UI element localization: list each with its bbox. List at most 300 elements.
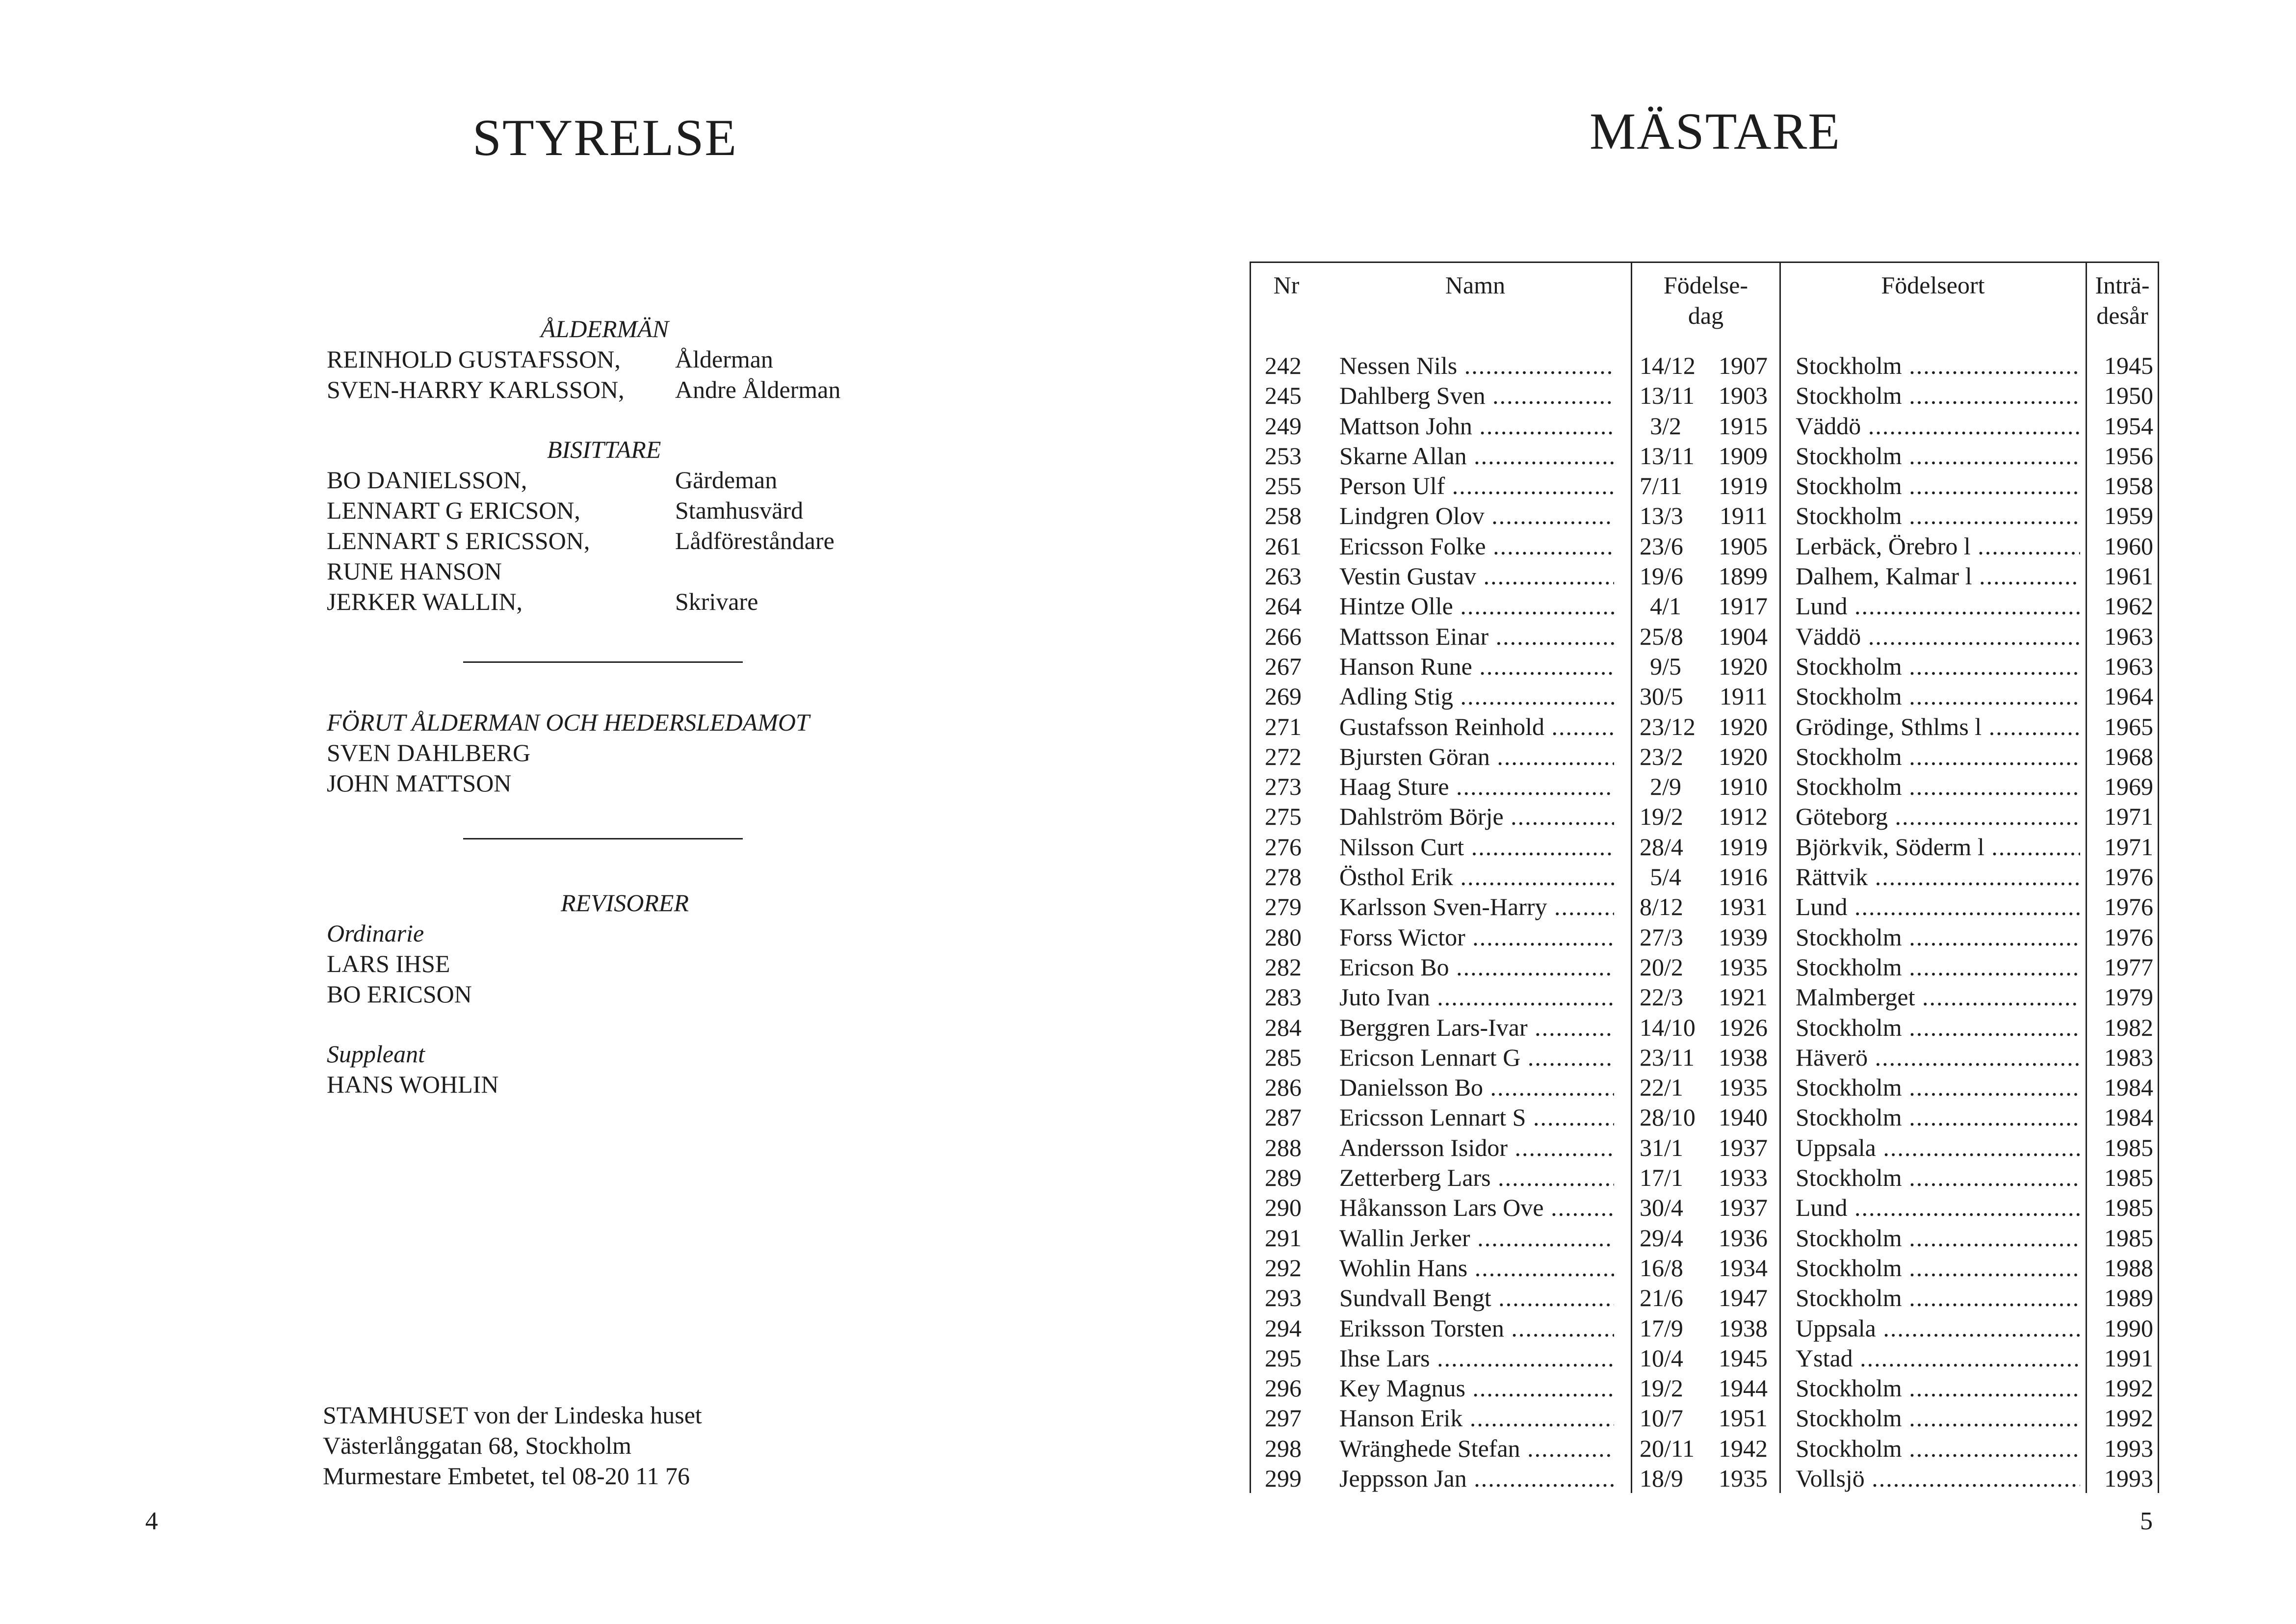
row-birth-year: 1912 — [1719, 803, 1768, 831]
ordinarie-member: BO ERICSON — [327, 980, 472, 1008]
row-nr: 295 — [1265, 1344, 1302, 1372]
ordinarie-member: LARS IHSE — [327, 950, 450, 977]
row-birth-place: Lund ..... — [1796, 1193, 2080, 1223]
row-nr: 258 — [1265, 502, 1302, 530]
table-row — [1250, 411, 2159, 441]
header-fodelseort: Födelseort — [1881, 271, 1985, 299]
address-line: STAMHUSET von der Lindeska huset — [323, 1401, 702, 1429]
bisittare-role: Lådföreståndare — [675, 527, 835, 554]
row-entry-year: 1991 — [2104, 1344, 2153, 1372]
row-nr: 264 — [1265, 592, 1302, 620]
row-birth-day: 4/1 — [1650, 592, 1681, 620]
row-birth-place: Uppsala ..... — [1796, 1133, 2080, 1163]
row-entry-year: 1983 — [2104, 1043, 2153, 1071]
row-name: Bjursten Göran ..... — [1339, 742, 1614, 772]
row-birth-day: 9/5 — [1650, 652, 1681, 680]
row-name: Lindgren Olov ..... — [1339, 501, 1614, 531]
header-intradesar-line2: desår — [2096, 302, 2148, 329]
alderman-name: REINHOLD GUSTAFSSON, — [327, 345, 621, 373]
row-name: Eriksson Torsten ..... — [1339, 1313, 1614, 1343]
row-entry-year: 1971 — [2104, 833, 2153, 861]
row-nr: 276 — [1265, 833, 1302, 861]
table-row — [1250, 561, 2159, 591]
aldermen-heading: ÅLDERMÄN — [541, 315, 669, 342]
row-entry-year: 1956 — [2104, 442, 2153, 470]
table-row — [1250, 952, 2159, 982]
table-row — [1250, 1193, 2159, 1223]
row-nr: 263 — [1265, 562, 1302, 590]
bisittare-name: RUNE HANSON — [327, 557, 502, 585]
row-entry-year: 1969 — [2104, 773, 2153, 801]
row-nr: 285 — [1265, 1043, 1302, 1071]
row-birth-year: 1919 — [1719, 833, 1768, 861]
row-birth-day: 31/1 — [1640, 1133, 1683, 1161]
row-birth-place: Stockholm ..... — [1796, 1373, 2080, 1403]
row-birth-year: 1935 — [1719, 953, 1768, 981]
row-nr: 288 — [1265, 1133, 1302, 1161]
row-birth-place: Stockholm ..... — [1796, 1223, 2080, 1253]
row-entry-year: 1989 — [2104, 1284, 2153, 1312]
alderman-name: SVEN-HARRY KARLSSON, — [327, 376, 625, 403]
row-name: Ericson Bo ..... — [1339, 952, 1614, 982]
row-birth-year: 1926 — [1719, 1013, 1768, 1041]
row-birth-year: 1916 — [1719, 863, 1768, 891]
row-nr: 249 — [1265, 412, 1302, 440]
row-nr: 279 — [1265, 893, 1302, 921]
table-row — [1250, 652, 2159, 681]
bisittare-name: LENNART G ERICSON, — [327, 497, 580, 524]
row-birth-year: 1936 — [1719, 1224, 1768, 1252]
row-birth-year: 1937 — [1719, 1194, 1768, 1222]
row-birth-place: Stockholm ..... — [1796, 471, 2080, 501]
bisittare-name: LENNART S ERICSSON, — [327, 527, 590, 554]
row-name: Danielsson Bo ..... — [1339, 1073, 1614, 1102]
table-top-border — [1250, 262, 2159, 263]
row-birth-year: 1903 — [1719, 382, 1768, 410]
table-row — [1250, 802, 2159, 832]
table-row — [1250, 1043, 2159, 1073]
row-nr: 242 — [1265, 352, 1302, 379]
revisorer-heading: REVISORER — [561, 889, 689, 917]
row-birth-year: 1919 — [1719, 472, 1768, 500]
row-birth-place: Lund ..... — [1796, 892, 2080, 922]
row-name: Zetterberg Lars ..... — [1339, 1163, 1614, 1193]
right-page-title: MÄSTARE — [1590, 103, 1841, 160]
row-nr: 292 — [1265, 1254, 1302, 1282]
row-name: Haag Sture ..... — [1339, 772, 1614, 802]
row-birth-day: 18/9 — [1640, 1464, 1683, 1492]
row-name: Forss Wictor ..... — [1339, 922, 1614, 952]
row-birth-day: 30/4 — [1640, 1194, 1683, 1222]
row-nr: 272 — [1265, 742, 1302, 770]
row-entry-year: 1950 — [2104, 382, 2153, 410]
row-entry-year: 1993 — [2104, 1464, 2153, 1492]
row-entry-year: 1992 — [2104, 1374, 2153, 1402]
row-birth-year: 1951 — [1719, 1404, 1768, 1432]
table-row — [1250, 1013, 2159, 1043]
row-birth-year: 1910 — [1719, 773, 1768, 801]
row-birth-place: Stockholm ..... — [1796, 772, 2080, 802]
row-entry-year: 1976 — [2104, 863, 2153, 891]
row-nr: 289 — [1265, 1164, 1302, 1192]
page-number-right: 5 — [2140, 1507, 2153, 1535]
row-birth-day: 28/10 — [1640, 1103, 1696, 1131]
bisittare-name: JERKER WALLIN, — [327, 588, 523, 615]
row-birth-day: 23/6 — [1640, 532, 1683, 560]
row-name: Ihse Lars ..... — [1339, 1343, 1614, 1373]
address-line: Västerlånggatan 68, Stockholm — [323, 1432, 632, 1459]
table-row — [1250, 1434, 2159, 1464]
row-entry-year: 1992 — [2104, 1404, 2153, 1432]
row-birth-year: 1909 — [1719, 442, 1768, 470]
row-birth-day: 25/8 — [1640, 622, 1683, 650]
row-entry-year: 1965 — [2104, 712, 2153, 740]
row-entry-year: 1954 — [2104, 412, 2153, 440]
row-name: Ericson Lennart G ..... — [1339, 1043, 1614, 1073]
suppleant-label: Suppleant — [327, 1040, 425, 1068]
row-nr: 266 — [1265, 622, 1302, 650]
row-birth-place: Stockholm ..... — [1796, 922, 2080, 952]
row-entry-year: 1979 — [2104, 983, 2153, 1011]
section-divider — [463, 838, 743, 839]
row-entry-year: 1982 — [2104, 1013, 2153, 1041]
row-name: Gustafsson Reinhold ..... — [1339, 712, 1614, 742]
row-birth-place: Stockholm ..... — [1796, 652, 2080, 681]
row-entry-year: 1959 — [2104, 502, 2153, 530]
table-row — [1250, 1253, 2159, 1283]
row-birth-place: Lerbäck, Örebro l ..... — [1796, 531, 2080, 561]
row-name: Hanson Erik ..... — [1339, 1403, 1614, 1433]
table-row — [1250, 1373, 2159, 1403]
row-name: Wallin Jerker ..... — [1339, 1223, 1614, 1253]
row-birth-day: 13/3 — [1640, 502, 1683, 530]
row-nr: 290 — [1265, 1194, 1302, 1222]
row-entry-year: 1984 — [2104, 1074, 2153, 1101]
row-name: Nilsson Curt ..... — [1339, 832, 1614, 862]
row-birth-day: 3/2 — [1650, 412, 1681, 440]
row-name: Skarne Allan ..... — [1339, 441, 1614, 471]
row-nr: 280 — [1265, 923, 1302, 951]
table-row — [1250, 922, 2159, 952]
row-birth-place: Göteborg ..... — [1796, 802, 2080, 832]
row-birth-year: 1920 — [1719, 742, 1768, 770]
table-row — [1250, 1313, 2159, 1343]
alderman-role: Andre Ålderman — [675, 376, 841, 403]
row-birth-place: Rättvik ..... — [1796, 862, 2080, 892]
former-member: SVEN DAHLBERG — [327, 739, 531, 766]
row-birth-year: 1931 — [1719, 893, 1768, 921]
row-nr: 275 — [1265, 803, 1302, 831]
row-birth-place: Ystad ..... — [1796, 1343, 2080, 1373]
row-birth-day: 27/3 — [1640, 923, 1683, 951]
row-name: Wränghede Stefan ..... — [1339, 1434, 1614, 1464]
row-birth-year: 1944 — [1719, 1374, 1768, 1402]
row-entry-year: 1945 — [2104, 352, 2153, 379]
row-birth-year: 1911 — [1719, 682, 1768, 710]
table-row — [1250, 862, 2159, 892]
bisittare-role: Stamhusvärd — [675, 497, 804, 524]
masters-table — [1250, 262, 2159, 1493]
table-row — [1250, 1283, 2159, 1313]
row-birth-year: 1920 — [1719, 712, 1768, 740]
row-birth-year: 1899 — [1719, 562, 1768, 590]
table-row — [1250, 1343, 2159, 1373]
row-entry-year: 1968 — [2104, 742, 2153, 770]
row-entry-year: 1962 — [2104, 592, 2153, 620]
row-name: Jeppsson Jan ..... — [1339, 1464, 1614, 1493]
row-birth-place: Uppsala ..... — [1796, 1313, 2080, 1343]
row-birth-place: Stockholm ..... — [1796, 381, 2080, 411]
row-birth-year: 1935 — [1719, 1074, 1768, 1101]
row-birth-place: Malmberget ..... — [1796, 982, 2080, 1012]
row-nr: 255 — [1265, 472, 1302, 500]
row-birth-day: 14/10 — [1640, 1013, 1696, 1041]
row-birth-place: Stockholm ..... — [1796, 681, 2080, 711]
row-birth-year: 1934 — [1719, 1254, 1768, 1282]
row-name: Hintze Olle ..... — [1339, 591, 1614, 621]
table-row — [1250, 1223, 2159, 1253]
row-birth-place: Stockholm ..... — [1796, 952, 2080, 982]
row-name: Mattson John ..... — [1339, 411, 1614, 441]
bisittare-name: BO DANIELSSON, — [327, 466, 527, 494]
row-entry-year: 1958 — [2104, 472, 2153, 500]
row-name: Hanson Rune ..... — [1339, 652, 1614, 681]
row-entry-year: 1993 — [2104, 1434, 2153, 1462]
table-row — [1250, 772, 2159, 802]
table-row — [1250, 1163, 2159, 1193]
page-number-left: 4 — [145, 1507, 158, 1535]
table-row — [1250, 982, 2159, 1012]
table-row — [1250, 1403, 2159, 1433]
table-row — [1250, 1073, 2159, 1102]
row-name: Adling Stig ..... — [1339, 681, 1614, 711]
row-birth-place: Stockholm ..... — [1796, 1102, 2080, 1132]
row-birth-place: Björkvik, Söderm l ..... — [1796, 832, 2080, 862]
row-nr: 253 — [1265, 442, 1302, 470]
row-birth-day: 20/11 — [1640, 1434, 1695, 1462]
row-entry-year: 1977 — [2104, 953, 2153, 981]
row-birth-day: 21/6 — [1640, 1284, 1683, 1312]
row-nr: 245 — [1265, 382, 1302, 410]
row-name: Nessen Nils ..... — [1339, 351, 1614, 381]
row-birth-place: Stockholm ..... — [1796, 1434, 2080, 1464]
row-birth-year: 1911 — [1719, 502, 1768, 530]
row-birth-place: Stockholm ..... — [1796, 1163, 2080, 1193]
row-birth-day: 22/1 — [1640, 1074, 1683, 1101]
row-entry-year: 1990 — [2104, 1314, 2153, 1342]
row-entry-year: 1964 — [2104, 682, 2153, 710]
ordinarie-label: Ordinarie — [327, 919, 424, 947]
table-row — [1250, 742, 2159, 772]
header-namn: Namn — [1445, 271, 1506, 299]
row-birth-day: 23/12 — [1640, 712, 1696, 740]
row-name: Östhol Erik ..... — [1339, 862, 1614, 892]
former-member: JOHN MATTSON — [327, 769, 512, 797]
table-row — [1250, 351, 2159, 381]
row-birth-place: Stockholm ..... — [1796, 501, 2080, 531]
row-entry-year: 1963 — [2104, 652, 2153, 680]
bisittare-heading: BISITTARE — [547, 436, 661, 463]
row-birth-year: 1942 — [1719, 1434, 1768, 1462]
row-birth-place: Stockholm ..... — [1796, 1403, 2080, 1433]
row-nr: 273 — [1265, 773, 1302, 801]
row-birth-day: 10/4 — [1640, 1344, 1683, 1372]
row-entry-year: 1988 — [2104, 1254, 2153, 1282]
row-nr: 298 — [1265, 1434, 1302, 1462]
row-entry-year: 1976 — [2104, 923, 2153, 951]
row-nr: 287 — [1265, 1103, 1302, 1131]
row-birth-day: 16/8 — [1640, 1254, 1683, 1282]
row-birth-day: 20/2 — [1640, 953, 1683, 981]
header-fodelsedag: Födelse- — [1663, 271, 1748, 299]
row-entry-year: 1960 — [2104, 532, 2153, 560]
table-body — [1250, 351, 2159, 1493]
row-nr: 278 — [1265, 863, 1302, 891]
row-entry-year: 1985 — [2104, 1224, 2153, 1252]
former-heading: FÖRUT ÅLDERMAN OCH HEDERSLEDAMOT — [327, 708, 809, 736]
row-birth-place: Stockholm ..... — [1796, 742, 2080, 772]
row-birth-place: Grödinge, Sthlms l ..... — [1796, 712, 2080, 742]
table-row — [1250, 471, 2159, 501]
row-name: Ericsson Folke ..... — [1339, 531, 1614, 561]
row-birth-day: 19/2 — [1640, 803, 1683, 831]
row-birth-day: 17/1 — [1640, 1164, 1683, 1192]
row-name: Dahlström Börje ..... — [1339, 802, 1614, 832]
row-name: Sundvall Bengt ..... — [1339, 1283, 1614, 1313]
row-birth-year: 1915 — [1719, 412, 1768, 440]
row-birth-year: 1920 — [1719, 652, 1768, 680]
row-nr: 286 — [1265, 1074, 1302, 1101]
row-birth-day: 30/5 — [1640, 682, 1683, 710]
left-page-title: STYRELSE — [472, 109, 738, 166]
section-divider — [463, 661, 743, 663]
row-nr: 294 — [1265, 1314, 1302, 1342]
row-name: Vestin Gustav ..... — [1339, 561, 1614, 591]
row-nr: 282 — [1265, 953, 1302, 981]
table-row — [1250, 832, 2159, 862]
row-entry-year: 1985 — [2104, 1194, 2153, 1222]
row-birth-day: 29/4 — [1640, 1224, 1683, 1252]
row-birth-place: Stockholm ..... — [1796, 351, 2080, 381]
row-birth-place: Stockholm ..... — [1796, 1283, 2080, 1313]
row-birth-day: 19/6 — [1640, 562, 1683, 590]
row-entry-year: 1963 — [2104, 622, 2153, 650]
address-line: Murmestare Embetet, tel 08-20 11 76 — [323, 1462, 690, 1490]
row-name: Berggren Lars-Ivar ..... — [1339, 1013, 1614, 1043]
row-birth-year: 1917 — [1719, 592, 1768, 620]
row-nr: 291 — [1265, 1224, 1302, 1252]
row-birth-day: 8/12 — [1640, 893, 1683, 921]
row-birth-day: 28/4 — [1640, 833, 1683, 861]
row-name: Mattsson Einar ..... — [1339, 622, 1614, 652]
row-birth-day: 23/11 — [1640, 1043, 1695, 1071]
row-birth-place: Lund ..... — [1796, 591, 2080, 621]
row-birth-day: 5/4 — [1650, 863, 1681, 891]
row-entry-year: 1976 — [2104, 893, 2153, 921]
row-nr: 269 — [1265, 682, 1302, 710]
row-nr: 267 — [1265, 652, 1302, 680]
row-nr: 296 — [1265, 1374, 1302, 1402]
row-name: Dahlberg Sven ..... — [1339, 381, 1614, 411]
row-birth-day: 10/7 — [1640, 1404, 1683, 1432]
header-fodelsedag-line2: dag — [1688, 302, 1724, 329]
row-nr: 297 — [1265, 1404, 1302, 1432]
row-birth-place: Väddö ..... — [1796, 622, 2080, 652]
table-row — [1250, 441, 2159, 471]
row-birth-year: 1938 — [1719, 1314, 1768, 1342]
table-row — [1250, 531, 2159, 561]
row-birth-year: 1905 — [1719, 532, 1768, 560]
table-row — [1250, 1464, 2159, 1493]
row-birth-year: 1945 — [1719, 1344, 1768, 1372]
row-name: Ericsson Lennart S ..... — [1339, 1102, 1614, 1132]
row-birth-place: Stockholm ..... — [1796, 1253, 2080, 1283]
table-row — [1250, 681, 2159, 711]
row-birth-day: 22/3 — [1640, 983, 1683, 1011]
row-birth-year: 1937 — [1719, 1133, 1768, 1161]
table-row — [1250, 381, 2159, 411]
row-nr: 261 — [1265, 532, 1302, 560]
row-entry-year: 1985 — [2104, 1133, 2153, 1161]
row-birth-year: 1921 — [1719, 983, 1768, 1011]
row-birth-year: 1939 — [1719, 923, 1768, 951]
table-row — [1250, 712, 2159, 742]
row-birth-year: 1935 — [1719, 1464, 1768, 1492]
table-row — [1250, 1102, 2159, 1132]
suppleant-member: HANS WOHLIN — [327, 1071, 499, 1098]
alderman-role: Ålderman — [675, 345, 773, 373]
row-birth-year: 1938 — [1719, 1043, 1768, 1071]
row-name: Håkansson Lars Ove ..... — [1339, 1193, 1614, 1223]
bisittare-role: Skrivare — [675, 588, 758, 615]
row-birth-place: Stockholm ..... — [1796, 1013, 2080, 1043]
table-row — [1250, 1133, 2159, 1163]
header-nr: Nr — [1273, 271, 1300, 299]
row-birth-year: 1947 — [1719, 1284, 1768, 1312]
row-birth-place: Vollsjö ..... — [1796, 1464, 2080, 1493]
row-nr: 283 — [1265, 983, 1302, 1011]
row-nr: 284 — [1265, 1013, 1302, 1041]
table-row — [1250, 892, 2159, 922]
row-entry-year: 1984 — [2104, 1103, 2153, 1131]
row-birth-day: 14/12 — [1640, 352, 1696, 379]
row-birth-year: 1904 — [1719, 622, 1768, 650]
row-name: Person Ulf ..... — [1339, 471, 1614, 501]
table-row — [1250, 501, 2159, 531]
row-name: Wohlin Hans ..... — [1339, 1253, 1614, 1283]
row-entry-year: 1985 — [2104, 1164, 2153, 1192]
row-birth-place: Väddö ..... — [1796, 411, 2080, 441]
row-birth-day: 2/9 — [1650, 773, 1681, 801]
row-birth-day: 23/2 — [1640, 742, 1683, 770]
row-name: Andersson Isidor ..... — [1339, 1133, 1614, 1163]
header-intradesar: Inträ- — [2095, 271, 2150, 299]
row-birth-day: 19/2 — [1640, 1374, 1683, 1402]
row-birth-day: 7/11 — [1640, 472, 1683, 500]
row-name: Juto Ivan ..... — [1339, 982, 1614, 1012]
row-name: Karlsson Sven-Harry ..... — [1339, 892, 1614, 922]
row-birth-day: 13/11 — [1640, 442, 1695, 470]
row-birth-place: Stockholm ..... — [1796, 441, 2080, 471]
bisittare-role: Gärdeman — [675, 466, 778, 494]
row-birth-day: 13/11 — [1640, 382, 1695, 410]
row-nr: 299 — [1265, 1464, 1302, 1492]
table-row — [1250, 591, 2159, 621]
row-birth-place: Dalhem, Kalmar l ..... — [1796, 561, 2080, 591]
row-name: Key Magnus ..... — [1339, 1373, 1614, 1403]
row-entry-year: 1971 — [2104, 803, 2153, 831]
row-birth-year: 1907 — [1719, 352, 1768, 379]
